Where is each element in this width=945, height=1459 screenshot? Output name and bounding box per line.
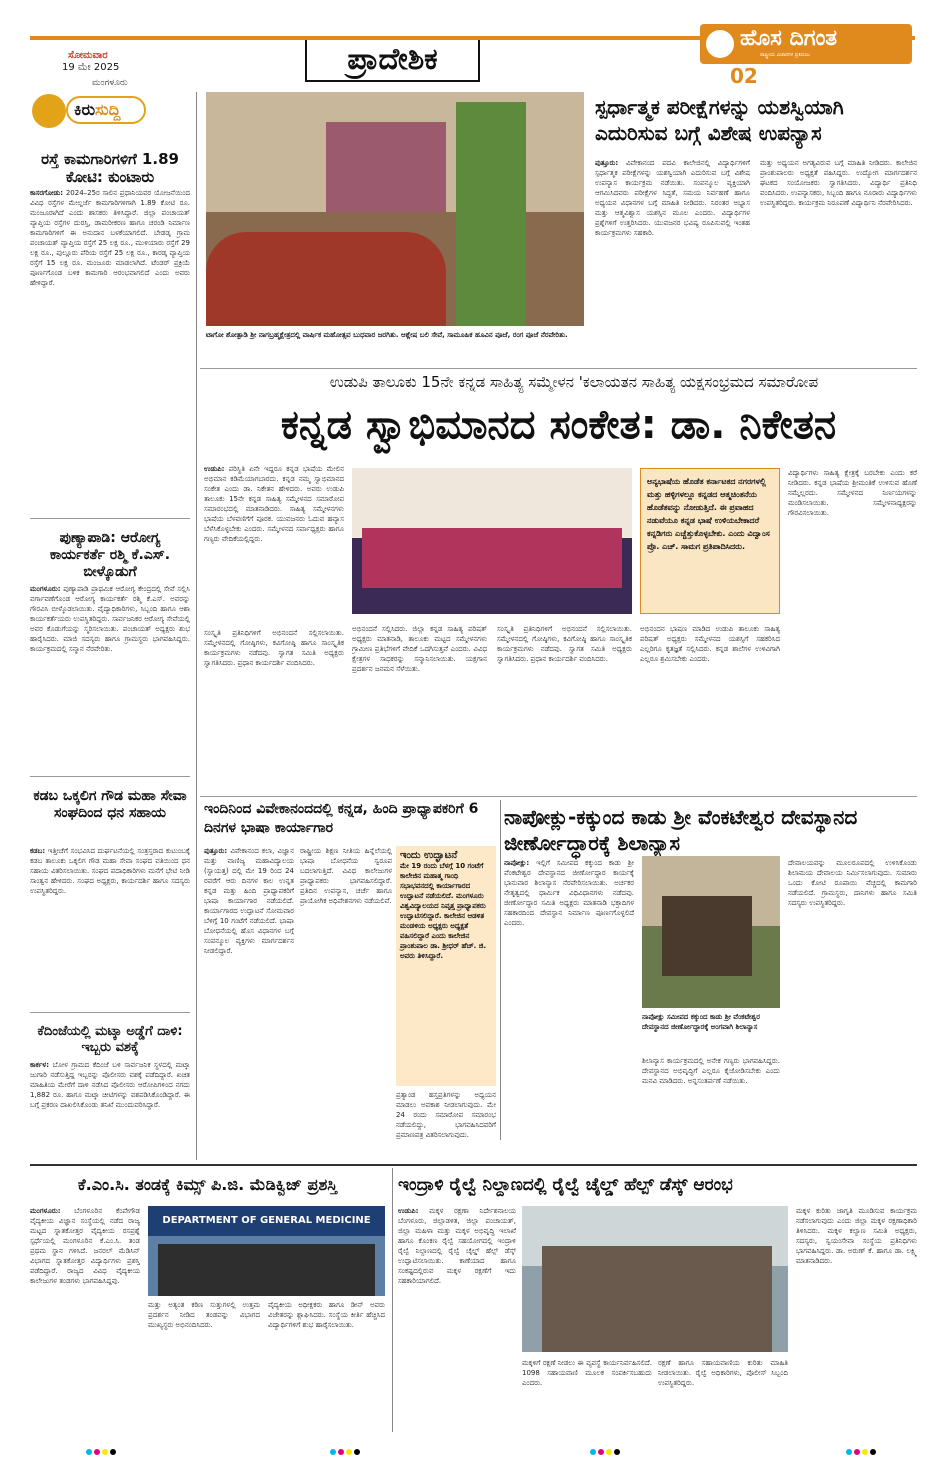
lang-col1 <box>204 846 294 1140</box>
rail-col2: ಮಕ್ಕಳಿಗೆ ರಕ್ಷಣೆ ನೀಡಲು ಈ ವ್ಯವಸ್ಥೆ ಕಾರ್ಯನಿರ್ವಹಿಸಲಿದೆ. 1098 ಸಹಾಯವಾಣಿ ಮೂಲಕ ಸಂಪರ್ಕಿಸಬಹುದು ಎಂದರು. <box>522 1359 652 1387</box>
column-rule <box>392 1168 393 1432</box>
kims-headline: ಕೆ.ಎಂ.ಸಿ. ತಂಡಕ್ಕೆ ಕಿಮ್ಸ್ ಪಿ.ಜಿ. ಮೆಡಿಕ್ವಿಜ್ ಪ್ರಶಸ್ತಿ <box>77 1175 338 1194</box>
kiru-2-dateline: ಮಂಗಳೂರು: <box>30 585 61 593</box>
sahitya-col1 <box>204 464 344 624</box>
registration-dots <box>330 1440 362 1459</box>
kiru-1-dateline: ಕಾಸರಗೋಡು: <box>30 189 64 197</box>
lang-headline: ಇಂದಿನಿಂದ ವಿವೇಕಾನಂದದಲ್ಲಿ ಕನ್ನಡ, ಹಿಂದಿ ಪ್ರಾಧ್ಯಾಪಕರಿಗೆ 6 ದಿನಗಳ ಭಾಷಾ ಕಾರ್ಯಾಗಾರ <box>204 801 479 836</box>
kiru-suddi-column <box>30 92 190 1074</box>
kiru-3-text: ಇತ್ತೀಚೆಗೆ ಸಂಭವಿಸಿದ ದುರ್ಘಟನೆಯಲ್ಲಿ ಸಂತ್ರಸ್ತರಾದ ಕುಟುಂಬಕ್ಕೆ ಕಡಬ ತಾಲೂಕು ಒಕ್ಕಲಿಗ ಗೌಡ ಮಹಾ ಸೇವಾ ಸಂಘದ ವತಿಯಿಂದ ಧನ ಸಹಾಯ ವಿತರಿಸಲಾಯಿತು. ಸಂಘದ ಪದಾಧಿಕಾರಿಗಳು ಮನೆಗೆ ಭೇಟಿ ನೀಡಿ ಸಾಂತ್ವನ ಹೇಳಿದರು. ಸಂಘದ ಅಧ್ಯಕ್ಷರು, ಕಾರ್ಯದರ್ಶಿ ಹಾಗೂ ಸದಸ್ಯರು ಉಪಸ್ಥಿತರಿದ್ದರು. <box>30 847 190 895</box>
section-box <box>305 40 480 82</box>
lang-col3: ಪ್ರತ್ಯಾಂಡ ಹಸ್ತಪ್ರತಿಗಳನ್ನು ಅಧ್ಯಯನ ಮಾಡಲು ಅವಕಾಶ ನೀಡಲಾಗುವುದು. ಮೇ 24 ರಂದು ಸಮಾರೋಪ ಸಮಾರಂಭ ನಡೆಯಲಿದ್ದು, ಭಾಗವಹಿಸಿದವರಿಗೆ ಪ್ರಮಾಣಪತ್ರ ವಿತರಿಸಲಾಗುವುದು. <box>396 1091 496 1139</box>
divider <box>30 776 190 777</box>
sahitya-stage-photo <box>352 468 632 614</box>
kiru-2-text: ಪುಣ್ಯಾಪಾಡಿ ಪ್ರಾಥಮಿಕ ಆರೋಗ್ಯ ಕೇಂದ್ರದಲ್ಲಿ ಸೇವೆ ಸಲ್ಲಿಸಿ ವರ್ಗಾವಣೆಗೊಂಡ ಆರೋಗ್ಯ ಕಾರ್ಯಕರ್ತೆ ರಶ್ಮಿ ಕೆ.ಎಸ್. ಅವರನ್ನು ಗೌರವಿಸಿ ಬೀಳ್ಕೊಡಲಾಯಿತು. ವೈದ್ಯಾಧಿಕಾರಿಗಳು, ಸಿಬ್ಬಂದಿ ಹಾಗೂ ಆಶಾ ಕಾರ್ಯಕರ್ತೆಯರು ಉಪಸ್ಥಿತರಿದ್ದರು. ಸಾರ್ವಜನಿಕರ ಆರೋಗ್ಯ ಸೇವೆಯಲ್ಲಿ ಅವರ ಕೊಡುಗೆಯನ್ನು ಸ್ಮರಿಸಲಾಯಿತು. ಪಂಚಾಯತ್ ಅಧ್ಯಕ್ಷರು ಶುಭ ಹಾರೈಸಿದರು. ಮಾಜಿ ಸದಸ್ಯರು ಹಾಗೂ ಗ್ರಾಮಸ್ಥರು ಭಾಗವಹಿಸಿದ್ದರು. ಕಾರ್ಯಕ್ರಮದಲ್ಲಿ ಸನ್ಮಾನ ನೆರವೇರಿತು. <box>30 585 190 653</box>
temple-shilanyasa-photo <box>642 856 780 1008</box>
kiru-4-text: ಬೋಳ ಗ್ರಾಮದ ಕೆದಿಂಜೆ ಬಳಿ ಸಾರ್ವಜನಿಕ ಸ್ಥಳದಲ್ಲಿ ಮಟ್ಕಾ ಜುಗಾರಿ ನಡೆಸುತ್ತಿದ್ದ ಇಬ್ಬರನ್ನು ಪೊಲೀಸರು ವಶಕ್ಕೆ ಪಡೆದಿದ್ದಾರೆ. ಖಚಿತ ಮಾಹಿತಿಯ ಮೇರೆಗೆ ದಾಳಿ ನಡೆಸಿದ ಪೊಲೀಸರು ಆರೋಪಿಗಳಿಂದ ನಗದು 1,882 ರೂ. ಹಾಗೂ ಮಟ್ಕಾ ಚೀಟಿಗಳನ್ನು ವಶಪಡಿಸಿಕೊಂಡಿದ್ದಾರೆ. ಈ ಬಗ್ಗೆ ಪ್ರಕರಣ ದಾಖಲಿಸಿಕೊಂಡು ತನಿಖೆ ಮುಂದುವರಿಸಿದ್ದಾರೆ. <box>30 1061 190 1109</box>
lang-highlight-box <box>396 846 496 1086</box>
photo-crowd <box>326 122 446 212</box>
rail-col1 <box>398 1206 516 1432</box>
sahitya-col1-text: ಪರಿಸ್ಥಿತಿ ಏನೇ ಇದ್ದರೂ ಕನ್ನಡ ಭಾಷೆಯ ಮೇಲಿನ ಅಭಿಮಾನ ಕಡಿಮೆಯಾಗಬಾರದು. ಕನ್ನಡ ನಮ್ಮ ಸ್ವಾಭಿಮಾನದ ಸಂಕೇತ ಎಂದು ಡಾ. ನಿಕೇತನ ಹೇಳಿದರು. ಅವರು ಉಡುಪಿ ತಾಲೂಕು 15ನೇ ಕನ್ನಡ ಸಾಹಿತ್ಯ ಸಮ್ಮೇಳನದ ಸಮಾರೋಪ ಸಮಾರಂಭದಲ್ಲಿ ಮಾತನಾಡಿದರು. ಸಾಹಿತ್ಯ ಸಮ್ಮೇಳನಗಳು ಭಾಷೆಯ ಬೆಳವಣಿಗೆಗೆ ಪೂರಕ. ಯುವಜನರು ಓದುವ ಹವ್ಯಾಸ ಬೆಳೆಸಿಕೊಳ್ಳಬೇಕು ಎಂದರು. ಸಮ್ಮೇಳನದ ಸರ್ವಾಧ್ಯಕ್ಷರು ಹಾಗೂ ಗಣ್ಯರು ವೇದಿಕೆಯಲ್ಲಿದ್ದರು. <box>204 465 344 543</box>
exam-dateline: ಪುತ್ತೂರು: <box>595 159 619 167</box>
lang-box-body: ಮೇ 19 ರಂದು ಬೆಳಗ್ಗೆ 10 ಗಂಟೆಗೆ ಕಾಲೇಜಿನ ಮಹಾತ್ಮ ಗಾಂಧಿ ಸಭಾಭವನದಲ್ಲಿ ಕಾರ್ಯಾಗಾರದ ಉದ್ಘಾಟನೆ ನಡೆಯಲಿದೆ. ಮಂಗಳೂರು ವಿಶ್ವವಿದ್ಯಾಲಯದ ನಿವೃತ್ತ ಪ್ರಾಧ್ಯಾಪಕರು ಉದ್ಘಾಟಿಸಲಿದ್ದಾರೆ. ಕಾಲೇಜಿನ ಆಡಳಿತ ಮಂಡಳಿಯ ಅಧ್ಯಕ್ಷರು ಅಧ್ಯಕ್ಷತೆ ವಹಿಸಲಿದ್ದಾರೆ ಎಂದು ಕಾಲೇಜಿನ ಪ್ರಾಂಶುಪಾಲ ಡಾ. ಶ್ರೀಧರ್ ಹೆಚ್. ಜಿ. ಅವರು ತಿಳಿಸಿದ್ದಾರೆ. <box>400 862 487 960</box>
temple-headline: ನಾಪೋಕ್ಲು-ಕಕ್ಕುಂದ ಕಾಡು ಶ್ರೀ ವೆಂಕಟೇಶ್ವರ ದೇವಸ್ಥಾನದ ಜೀರ್ಣೋದ್ಧಾರಕ್ಕೆ ಶಿಲಾನ್ಯಾಸ <box>504 805 858 855</box>
section-title: ಪ್ರಾದೇಶಿಕ <box>347 42 438 77</box>
temple-caption: ನಾಪೋಕ್ಲು ಸಮೀಪದ ಕಕ್ಕುಂದ ಕಾಡು ಶ್ರೀ ವೆಂಕಟೇಶ್ವರ ದೇವಸ್ಥಾನದ ಜೀರ್ಣೋದ್ಧಾರಕ್ಕೆ ಅಂಗವಾಗಿ ಶಿಲಾನ್ಯಾಸ <box>642 1013 761 1031</box>
stage-crowd <box>362 528 622 588</box>
hand-icon <box>32 94 66 128</box>
temple-col2: ದೇವಾಲಯವನ್ನು ಮೂಲರೂಪದಲ್ಲಿ ಉಳಿಸಿಕೊಂಡು ಶಿಲಾಮಯ ದೇವಾಲಯ ನಿರ್ಮಿಸಲಾಗುವುದು. ಸುಮಾರು ಒಂದು ಕೋಟಿ ರೂಪಾಯಿ ವೆಚ್ಚದಲ್ಲಿ ಕಾಮಗಾರಿ ನಡೆಯಲಿದೆ. ಗ್ರಾಮಸ್ಥರು, ದಾನಿಗಳು ಹಾಗೂ ಸಮಿತಿ ಸದಸ್ಯರು ಉಪಸ್ಥಿತರಿದ್ದರು. <box>788 859 917 907</box>
sahitya-quote-box <box>640 468 780 614</box>
rail-col3: ರಕ್ಷಣೆ ಹಾಗೂ ಸಹಾಯವಾಣಿಯ ಕುರಿತು ಮಾಹಿತಿ ನೀಡಲಾಯಿತು. ರೈಲ್ವೆ ಅಧಿಕಾರಿಗಳು, ಪೊಲೀಸ್ ಸಿಬ್ಬಂದಿ ಉಪಸ್ಥಿತರಿದ್ದರು. <box>658 1359 788 1387</box>
brand-sun-icon <box>706 30 734 58</box>
kiru-1-body <box>30 188 190 533</box>
sahitya-col2: ಅಭಿನಂದನೆ ಸಲ್ಲಿಸಿದರು. ಜಿಲ್ಲಾ ಕನ್ನಡ ಸಾಹಿತ್ಯ ಪರಿಷತ್ ಅಧ್ಯಕ್ಷರು ಮಾತನಾಡಿ, ತಾಲೂಕು ಮಟ್ಟದ ಸಮ್ಮೇಳನಗಳು ಗ್ರಾಮೀಣ ಪ್ರತಿಭೆಗಳಿಗೆ ವೇದಿಕೆ ಒದಗಿಸುತ್ತವೆ ಎಂದರು. ವಿವಿಧ ಕ್ಷೇತ್ರಗಳ ಸಾಧಕರನ್ನು ಸನ್ಮಾನಿಸಲಾಯಿತು. ಯಕ್ಷಗಾನ ಪ್ರದರ್ಶನ ಜನಮನ ಸೆಳೆಯಿತು. <box>352 625 487 673</box>
rail-col1-text: ಮಕ್ಕಳ ರಕ್ಷಣಾ ನಿರ್ದೇಶನಾಲಯ ಬೆಂಗಳೂರು, ಜಿಲ್ಲಾಡಳಿತ, ಜಿಲ್ಲಾ ಪಂಚಾಯತ್, ಜಿಲ್ಲಾ ಮಹಿಳಾ ಮತ್ತು ಮಕ್ಕಳ ಅಭಿವೃದ್ಧಿ ಇಲಾಖೆ ಹಾಗೂ ಕೊಂಕಣ ರೈಲ್ವೆ ಸಹಯೋಗದಲ್ಲಿ ಇಂದ್ರಾಳಿ ರೈಲ್ವೆ ನಿಲ್ದಾಣದಲ್ಲಿ ರೈಲ್ವೆ ಚೈಲ್ಡ್ ಹೆಲ್ಪ್ ಡೆಸ್ಕ್ ಉದ್ಘಾಟಿಸಲಾಯಿತು. ಕಾಣೆಯಾದ ಹಾಗೂ ಸಂಕಷ್ಟದಲ್ಲಿರುವ ಮಕ್ಕಳ ರಕ್ಷಣೆಗೆ ಇದು ಸಹಕಾರಿಯಾಗಲಿದೆ. <box>398 1207 516 1285</box>
rangoli-floor <box>206 232 446 326</box>
rail-helpdesk-photo <box>522 1206 788 1352</box>
brand-tagline: ರಾಷ್ಟ್ರೀಯ ವಿಚಾರಗಳ ಪ್ರತಿಬಿಂಬ <box>760 52 810 58</box>
divider <box>30 1164 917 1166</box>
exam-col1-text: ವಿವೇಕಾನಂದ ಪದವಿ ಕಾಲೇಜಿನಲ್ಲಿ ವಿದ್ಯಾರ್ಥಿಗಳಿಗೆ ಸ್ಪರ್ಧಾತ್ಮಕ ಪರೀಕ್ಷೆಗಳನ್ನು ಯಶಸ್ವಿಯಾಗಿ ಎದುರಿಸುವ ಬಗ್ಗೆ ವಿಶೇಷ ಉಪನ್ಯಾಸ ಕಾರ್ಯಕ್ರಮ ನಡೆಯಿತು. ಸಂಪನ್ಮೂಲ ವ್ಯಕ್ತಿಯಾಗಿ ಆಗಮಿಸಿದವರು ಪರೀಕ್ಷೆಗಳ ಸಿದ್ಧತೆ, ಸಮಯ ನಿರ್ವಹಣೆ ಹಾಗೂ ಅಧ್ಯಯನ ವಿಧಾನಗಳ ಬಗ್ಗೆ ಮಾಹಿತಿ ನೀಡಿದರು. ನಿರಂತರ ಅಭ್ಯಾಸ ಮತ್ತು ಆತ್ಮವಿಶ್ವಾಸ ಯಶಸ್ಸಿನ ಮೂಲ ಎಂದರು. ವಿದ್ಯಾರ್ಥಿಗಳ ಪ್ರಶ್ನೆಗಳಿಗೆ ಉತ್ತರಿಸಿದರು. ಯುವಜನರ ಭವಿಷ್ಯ ರೂಪಿಸುವಲ್ಲಿ ಇಂತಹ ಕಾರ್ಯಕ್ರಮಗಳು ಸಹಕಾರಿ. <box>595 159 750 237</box>
kiru-3-body <box>30 846 190 1016</box>
photo-people <box>158 1244 375 1296</box>
lang-col2: ರಾಷ್ಟ್ರೀಯ ಶಿಕ್ಷಣ ನೀತಿಯ ಹಿನ್ನೆಲೆಯಲ್ಲಿ ಭಾಷಾ ಬೋಧನೆಯ ಸ್ವರೂಪ ಬದಲಾಗುತ್ತಿದೆ. ವಿವಿಧ ಕಾಲೇಜುಗಳ ಪ್ರಾಧ್ಯಾಪಕರು ಭಾಗವಹಿಸಲಿದ್ದಾರೆ. ಪ್ರತಿದಿನ ಉಪನ್ಯಾಸ, ಚರ್ಚೆ ಹಾಗೂ ಪ್ರಾಯೋಗಿಕ ಅಧಿವೇಶನಗಳು ನಡೆಯಲಿವೆ. <box>300 847 392 905</box>
sahitya-quote: ಅನ್ಯಭಾಷೆಯ ಹೊಡೆತ ಕರ್ನಾಟಕದ ನಗರಗಳಲ್ಲಿ ಮತ್ತು ಹಳ್ಳಿಗಳಲ್ಲೂ ಕನ್ನಡದ ಆತ್ಮಚಿಂತನೆಯ ಹೊಡೆತವನ್ನು ನೋಡುತ್ತಿದೆ. ಈ ಪ್ರವಾಹದ ನಡುವೆಯೂ ಕನ್ನಡ ಭಾಷೆ ಉಳಿಯಬೇಕಾದರೆ ಕನ್ನಡಿಗರು ಎಚ್ಚೆತ್ತುಕೊಳ್ಳಬೇಕು. <box>647 477 766 538</box>
rail-col4: ಮಕ್ಕಳ ಕುರಿತು ಜಾಗೃತಿ ಮೂಡಿಸುವ ಕಾರ್ಯಕ್ರಮ ನಡೆಸಲಾಗುವುದು ಎಂದು ಜಿಲ್ಲಾ ಮಕ್ಕಳ ರಕ್ಷಣಾಧಿಕಾರಿ ತಿಳಿಸಿದರು. ಮಕ್ಕಳ ಕಲ್ಯಾಣ ಸಮಿತಿ ಅಧ್ಯಕ್ಷರು, ಸದಸ್ಯರು, ಸ್ವಯಂಸೇವಾ ಸಂಸ್ಥೆಯ ಪ್ರತಿನಿಧಿಗಳು ಭಾಗವಹಿಸಿದ್ದರು. ಡಾ. ಅರುಣ್ ಕೆ. ಹಾಗೂ ಡಾ. ಲಕ್ಷ್ಮಿ ಮಾತನಾಡಿದರು. <box>796 1207 917 1265</box>
kiru-2-body <box>30 584 190 772</box>
kims-col1-text: ಬೆಂಗಳೂರಿನ ಕೆಂಪೇಗೌಡ ವೈದ್ಯಕೀಯ ವಿಜ್ಞಾನ ಸಂಸ್ಥೆಯಲ್ಲಿ ನಡೆದ ರಾಜ್ಯ ಮಟ್ಟದ ಸ್ನಾತಕೋತ್ತರ ವೈದ್ಯಕೀಯ ರಸಪ್ರಶ್ನೆ ಸ್ಪರ್ಧೆಯಲ್ಲಿ ಮಂಗಳೂರಿನ ಕೆ.ಎಂ.ಸಿ. ತಂಡ ಪ್ರಥಮ ಸ್ಥಾನ ಗಳಿಸಿದೆ. ಜನರಲ್ ಮೆಡಿಸಿನ್ ವಿಭಾಗದ ಸ್ನಾತಕೋತ್ತರ ವಿದ್ಯಾರ್ಥಿಗಳು ಪ್ರಶಸ್ತಿ ಪಡೆದಿದ್ದಾರೆ. ರಾಜ್ಯದ ವಿವಿಧ ವೈದ್ಯಕೀಯ ಕಾಲೇಜುಗಳ ತಂಡಗಳು ಭಾಗವಹಿಸಿದ್ದವು. <box>30 1207 140 1285</box>
sahitya-dateline: ಉಡುಪಿ: <box>204 465 225 473</box>
masthead-date: 19 ಮೇ 2025 <box>62 62 120 73</box>
column-rule <box>196 92 197 1160</box>
kiru-suddi-label <box>66 96 146 124</box>
kiru-1-title: ರಸ್ತೆ ಕಾಮಗಾರಿಗಳಿಗೆ 1.89 ಕೋಟಿ: ಕುಂಟಾರು <box>41 150 179 186</box>
column-rule <box>500 800 501 1140</box>
rail-dateline: ಉಡುಪಿ: <box>398 1207 419 1215</box>
kiru-2-title: ಪುಣ್ಯಾಪಾಡಿ: ಆರೋಗ್ಯ ಕಾರ್ಯಕರ್ತೆ ರಶ್ಮಿ ಕೆ.ಎಸ್. ಬೀಳ್ಕೊಡುಗೆ <box>49 530 171 580</box>
lang-box-title: ಇಂದು ಉದ್ಘಾಟನೆ <box>400 850 458 861</box>
divider <box>200 796 917 797</box>
kims-col1 <box>30 1206 140 1432</box>
kiru-4-body <box>30 1060 190 1160</box>
brand-name: ಹೊಸ ದಿಗಂತ <box>740 26 838 51</box>
sahitya-col4: ಅಭಿನಂದನ ಭಾಷಣ ಮಾಡಿದ ಉಡುಪಿ ತಾಲೂಕು ಸಾಹಿತ್ಯ ಪರಿಷತ್ ಅಧ್ಯಕ್ಷರು ಸಮ್ಮೇಳನದ ಯಶಸ್ಸಿಗೆ ಸಹಕರಿಸಿದ ಎಲ್ಲರಿಗೂ ಕೃತಜ್ಞತೆ ಸಲ್ಲಿಸಿದರು. ಕನ್ನಡ ಶಾಲೆಗಳ ಉಳಿವಿಗಾಗಿ ಎಲ್ಲರೂ ಶ್ರಮಿಸಬೇಕು ಎಂದರು. <box>640 625 780 663</box>
masthead-day: ಸೋಮವಾರ <box>68 50 108 61</box>
brand-logo <box>700 24 912 64</box>
exam-col2: ಮತ್ತು ಅಧ್ಯಯನ ಅಗತ್ಯವಿರುವ ಬಗ್ಗೆ ಮಾಹಿತಿ ನೀಡಿದರು. ಕಾಲೇಜಿನ ಪ್ರಾಂಶುಪಾಲರು ಅಧ್ಯಕ್ಷತೆ ವಹಿಸಿದ್ದರು. ಉದ್ಯೋಗ ಮಾರ್ಗದರ್ಶನ ಘಟಕದ ಸಂಯೋಜಕರು ಸ್ವಾಗತಿಸಿದರು. ವಿದ್ಯಾರ್ಥಿ ಪ್ರತಿನಿಧಿ ವಂದಿಸಿದರು. ಉಪನ್ಯಾಸಕರು, ಸಿಬ್ಬಂದಿ ಹಾಗೂ ನೂರಾರು ವಿದ್ಯಾರ್ಥಿಗಳು ಉಪಸ್ಥಿತರಿದ್ದರು. ಕಾರ್ಯಕ್ರಮ ನಿರೂಪಣೆ ವಿದ್ಯಾರ್ಥಿನಿ ನೆರವೇರಿಸಿದರು. <box>760 159 917 207</box>
registration-dots <box>590 1440 622 1459</box>
lang-dateline: ಪುತ್ತೂರು: <box>204 847 228 855</box>
temple-photo-caption: ಟಾಗೋ ಶೋತ್ಪಾಡಿ ಶ್ರೀ ನಾಗಬ್ರಹ್ಮಕ್ಷೇತ್ರದಲ್ಲಿ ವಾರ್ಷಿಕ ಮಹೋತ್ಸವ ಬುಧವಾರ ಜರಗಿತು. ಆಶ್ಲೇಷ ಬಲಿ ಸೇವೆ, ಸಾಮೂಹಿಕ ಹೂವಿನ ಪೂಜೆ, ರಂಗ ಪೂಜೆ ನೆರವೇರಿತು. <box>206 331 568 339</box>
rail-headline: ಇಂದ್ರಾಳಿ ರೈಲ್ವೆ ನಿಲ್ದಾಣದಲ್ಲಿ ರೈಲ್ವೆ ಚೈಲ್ಡ್ ಹೆಲ್ಪ್ ಡೆಸ್ಕ್ ಆರಂಭ <box>398 1175 733 1195</box>
kiru-1-text: 2024–25ರ ಸಾಲಿನ ಪ್ರಧಾನಿಯವರ ಯೋಜನೆಯಿಂದ ವಿವಿಧ ರಸ್ತೆಗಳ ಮೇಲ್ದರ್ಜೆ ಕಾಮಗಾರಿಗಳಿಗಾಗಿ 1.89 ಕೋಟಿ ರೂ. ಮಂಜೂರಾಗಿದೆ ಎಂದು ಶಾಸಕರು ತಿಳಿಸಿದ್ದಾರೆ. ಜಿಲ್ಲಾ ಪಂಚಾಯತ್ ವ್ಯಾಪ್ತಿಯ ರಸ್ತೆಗಳ ದುರಸ್ತಿ, ಡಾಮರೀಕರಣ ಹಾಗೂ ಚರಂಡಿ ನಿರ್ಮಾಣ ಕಾಮಗಾರಿಗಳಿಗೆ ಈ ಅನುದಾನ ಬಳಕೆಯಾಗಲಿದೆ. ಬೇಡಡ್ಕ ಗ್ರಾಮ ಪಂಚಾಯತ್ ವ್ಯಾಪ್ತಿಯ ರಸ್ತೆಗೆ 25 ಲಕ್ಷ ರೂ., ಮುಳಿಯಾರು ರಸ್ತೆಗೆ 29 ಲಕ್ಷ ರೂ., ಪುಲ್ಲೂರು ಪೆರಿಯ ರಸ್ತೆಗೆ 25 ಲಕ್ಷ ರೂ., ಕಾರಡ್ಕ ವ್ಯಾಪ್ತಿಯ ರಸ್ತೆಗೆ 15 ಲಕ್ಷ ರೂ. ಮಂಜೂರು ಮಾಡಲಾಗಿದೆ. ಟೆಂಡರ್ ಪ್ರಕ್ರಿಯೆ ಪೂರ್ಣಗೊಂಡ ಬಳಿಕ ಕಾಮಗಾರಿ ಆರಂಭವಾಗಲಿದೆ ಎಂದು ಅವರು ಹೇಳಿದ್ದಾರೆ. <box>30 189 190 287</box>
sahitya-headline: ಕನ್ನಡ ಸ್ವಾಭಿಮಾನದ ಸಂಕೇತ: ಡಾ. ನಿಕೇತನ <box>280 402 837 448</box>
registration-dots <box>86 1440 118 1459</box>
masthead-edition: ಮಂಗಳೂರು <box>92 78 128 88</box>
sahitya-col5: ವಿದ್ಯಾರ್ಥಿಗಳು ಸಾಹಿತ್ಯ ಕ್ಷೇತ್ರಕ್ಕೆ ಬರಬೇಕು ಎಂದು ಕರೆ ನೀಡಿದರು. ಕನ್ನಡ ಭಾಷೆಯ ಶ್ರೀಮಂತಿಕೆ ಉಳಿಸುವ ಹೊಣೆ ನಮ್ಮೆಲ್ಲರದು. ಸಮ್ಮೇಳನದ ನಿರ್ಣಯಗಳನ್ನು ಮಂಡಿಸಲಾಯಿತು. ಸಮ್ಮೇಳನಾಧ್ಯಕ್ಷರನ್ನು ಗೌರವಿಸಲಾಯಿತು. <box>788 469 917 517</box>
kiru-3-title: ಕಡಬ ಒಕ್ಕಲಿಗ ಗೌಡ ಮಹಾ ಸೇವಾ ಸಂಘದಿಂದ ಧನ ಸಹಾಯ <box>33 788 187 821</box>
divider <box>30 518 190 519</box>
kims-team-photo <box>148 1206 385 1296</box>
divider <box>200 368 917 369</box>
sahitya-quote-by: ಎಂದು ವಿದ್ವಾಂಸ ಪ್ರೊ. ಎಚ್. ಸಾಮಗ ಪ್ರತಿಪಾದಿಸಿದರು. <box>647 529 770 551</box>
sahitya-kicker: ಉಡುಪಿ ತಾಲೂಕು 15ನೇ ಕನ್ನಡ ಸಾಹಿತ್ಯ ಸಮ್ಮೇಳನ 'ಕಲಾಯತನ ಸಾಹಿತ್ಯ ಯಕ್ಷಸಂಭ್ರಮದ ಸಮಾರೋಪ <box>329 373 819 391</box>
photo-figure <box>456 102 526 326</box>
page-number: 02 <box>730 64 758 88</box>
temple-dateline: ನಾಪೋಕ್ಲು: <box>504 859 530 867</box>
temple-ceremony-photo <box>206 92 584 326</box>
sahitya-col1-cont: ಸಂಸ್ಕೃತಿ ಪ್ರತಿನಿಧಿಗಳಿಗೆ ಅಭಿನಂದನೆ ಸಲ್ಲಿಸಲಾಯಿತು. ಸಮ್ಮೇಳನದಲ್ಲಿ ಗೋಷ್ಠಿಗಳು, ಕವಿಗೋಷ್ಠಿ ಹಾಗೂ ಸಾಂಸ್ಕೃತಿಕ ಕಾರ್ಯಕ್ರಮಗಳು ನಡೆದವು. ಸ್ವಾಗತ ಸಮಿತಿ ಅಧ್ಯಕ್ಷರು ಸ್ವಾಗತಿಸಿದರು. ಪ್ರಧಾನ ಕಾರ್ಯದರ್ಶಿ ವಂದಿಸಿದರು. <box>204 629 344 667</box>
masthead <box>0 0 945 88</box>
kiru-3-dateline: ಕಡಬ: <box>30 847 46 855</box>
registration-dots <box>846 1440 878 1459</box>
kims-dateline: ಮಂಗಳೂರು: <box>30 1207 61 1215</box>
kiru-4-title: ಕೆದಿಂಜೆಯಲ್ಲಿ ಮಟ್ಕಾ ಅಡ್ಡೆಗೆ ದಾಳಿ: ಇಬ್ಬರು ವಶಕ್ಕೆ <box>37 1024 183 1055</box>
temple-col1-text: ಇಲ್ಲಿಗೆ ಸಮೀಪದ ಕಕ್ಕುಂದ ಕಾಡು ಶ್ರೀ ವೆಂಕಟೇಶ್ವರ ದೇವಸ್ಥಾನದ ಜೀರ್ಣೋದ್ಧಾರ ಕಾರ್ಯಕ್ಕೆ ಭಾನುವಾರ ಶಿಲಾನ್ಯಾಸ ನೆರವೇರಿಸಲಾಯಿತು. ಅರ್ಚಕರ ನೇತೃತ್ವದಲ್ಲಿ ಧಾರ್ಮಿಕ ವಿಧಿವಿಧಾನಗಳು ನಡೆದವು. ಜೀರ್ಣೋದ್ಧಾರ ಸಮಿತಿ ಅಧ್ಯಕ್ಷರು ಮಾತನಾಡಿ ಭಕ್ತಾದಿಗಳ ಸಹಕಾರದಿಂದ ದೇವಸ್ಥಾನ ನಿರ್ಮಾಣ ಪೂರ್ಣಗೊಳ್ಳಲಿದೆ ಎಂದರು. <box>504 859 634 927</box>
temple-col3: ಶಿಲಾನ್ಯಾಸ ಕಾರ್ಯಕ್ರಮದಲ್ಲಿ ಅನೇಕ ಗಣ್ಯರು ಭಾಗವಹಿಸಿದ್ದರು. ದೇವಸ್ಥಾನದ ಅಭಿವೃದ್ಧಿಗೆ ಎಲ್ಲರೂ ಕೈಜೋಡಿಸಬೇಕು ಎಂದು ಮನವಿ ಮಾಡಿದರು. ಅನ್ನಸಂತರ್ಪಣೆ ನಡೆಯಿತು. <box>642 1057 780 1085</box>
sahitya-col3: ಸಂಸ್ಕೃತಿ ಪ್ರತಿನಿಧಿಗಳಿಗೆ ಅಭಿನಂದನೆ ಸಲ್ಲಿಸಲಾಯಿತು. ಸಮ್ಮೇಳನದಲ್ಲಿ ಗೋಷ್ಠಿಗಳು, ಕವಿಗೋಷ್ಠಿ ಹಾಗೂ ಸಾಂಸ್ಕೃತಿಕ ಕಾರ್ಯಕ್ರಮಗಳು ನಡೆದವು. ಸ್ವಾಗತ ಸಮಿತಿ ಅಧ್ಯಕ್ಷರು ಸ್ವಾಗತಿಸಿದರು. ಪ್ರಧಾನ ಕಾರ್ಯದರ್ಶಿ ವಂದಿಸಿದರು. <box>497 625 632 663</box>
exam-col1 <box>595 158 750 350</box>
kims-banner: DEPARTMENT OF GENERAL MEDICINE <box>148 1206 385 1236</box>
kiru-4-dateline: ಕಾರ್ಕಳ: <box>30 1061 49 1069</box>
temple-col1 <box>504 858 634 1140</box>
kiru-label: ಕಿರು <box>74 100 96 119</box>
suddi-label: ಸುದ್ದಿ <box>95 100 121 119</box>
kims-col2: ಮತ್ತು ಅತ್ಯಂತ ಕಠಿಣ ಸುತ್ತುಗಳಲ್ಲಿ ಉತ್ತಮ ಪ್ರದರ್ಶನ ನೀಡಿದ ತಂಡವನ್ನು ವಿಭಾಗದ ಮುಖ್ಯಸ್ಥರು ಅಭಿನಂದಿಸಿದರು. <box>148 1301 260 1329</box>
kims-col3: ವೈದ್ಯಕೀಯ ಅಧೀಕ್ಷಕರು ಹಾಗೂ ಡೀನ್ ಅವರು ವಿಜೇತರನ್ನು ಶ್ಲಾಘಿಸಿದರು. ಸಂಸ್ಥೆಯ ಕೀರ್ತಿ ಹೆಚ್ಚಿಸಿದ ವಿದ್ಯಾರ್ಥಿಗಳಿಗೆ ಶುಭ ಹಾರೈಸಲಾಯಿತು. <box>268 1301 385 1329</box>
exam-headline: ಸ್ಪರ್ಧಾತ್ಮಕ ಪರೀಕ್ಷೆಗಳನ್ನು ಯಶಸ್ವಿಯಾಗಿ ಎದುರಿಸುವ ಬಗ್ಗೆ ವಿಶೇಷ ಉಪನ್ಯಾಸ <box>595 95 844 145</box>
photo-people <box>662 896 752 976</box>
kiru-suddi-logo <box>30 92 148 130</box>
photo-people <box>542 1246 772 1352</box>
lang-col1-text: ವಿವೇಕಾನಂದ ಕಲಾ, ವಿಜ್ಞಾನ ಮತ್ತು ವಾಣಿಜ್ಯ ಮಹಾವಿದ್ಯಾಲಯ (ಸ್ವಾಯತ್ತ) ದಲ್ಲಿ ಮೇ 19 ರಿಂದ 24 ರವರೆಗೆ ಆರು ದಿನಗಳ ಕಾಲ ಉನ್ನತ ಕನ್ನಡ ಮತ್ತು ಹಿಂದಿ ಪ್ರಾಧ್ಯಾಪಕರಿಗೆ ಭಾಷಾ ಕಾರ್ಯಾಗಾರ ನಡೆಯಲಿದೆ. ಕಾರ್ಯಾಗಾರದ ಉದ್ಘಾಟನೆ ಸೋಮವಾರ ಬೆಳಿಗ್ಗೆ 10 ಗಂಟೆಗೆ ನಡೆಯಲಿದೆ. ಭಾಷಾ ಬೋಧನೆಯಲ್ಲಿ ಹೊಸ ವಿಧಾನಗಳ ಬಗ್ಗೆ ಸಂಪನ್ಮೂಲ ವ್ಯಕ್ತಿಗಳು ಮಾರ್ಗದರ್ಶನ ನೀಡಲಿದ್ದಾರೆ. <box>204 847 294 955</box>
divider <box>30 1012 190 1013</box>
